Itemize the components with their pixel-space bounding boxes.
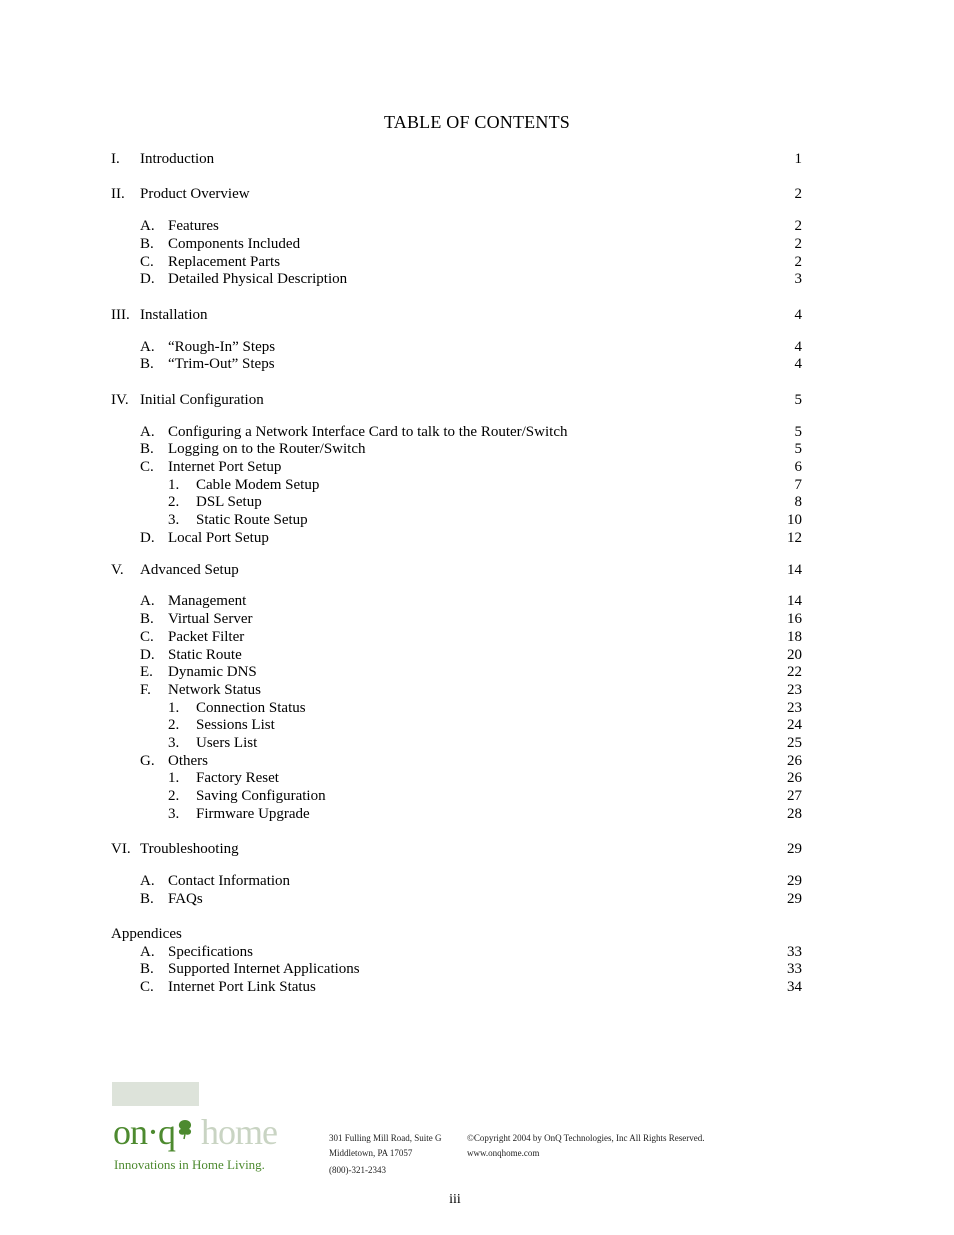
toc-entry-number: B. bbox=[140, 236, 154, 252]
toc-entry[interactable] bbox=[0, 270, 954, 288]
toc-entry[interactable] bbox=[0, 646, 954, 664]
toc-entry-label: Internet Port Setup bbox=[168, 459, 282, 475]
page-title: TABLE OF CONTENTS bbox=[384, 112, 570, 132]
toc-entry[interactable] bbox=[0, 338, 954, 356]
toc-entry-page: 8 bbox=[794, 494, 802, 510]
toc-entry-number: 3. bbox=[168, 806, 180, 822]
toc-entry[interactable] bbox=[0, 150, 954, 168]
toc-entry-label: DSL Setup bbox=[196, 494, 262, 510]
toc-entry-number: 1. bbox=[168, 700, 180, 716]
toc-entry[interactable] bbox=[0, 925, 954, 943]
toc-entry-label: Advanced Setup bbox=[140, 562, 239, 578]
toc-entry-page: 24 bbox=[787, 717, 802, 733]
page-number: iii bbox=[449, 1192, 461, 1207]
toc-entry[interactable] bbox=[0, 628, 954, 646]
toc-entry-number: D. bbox=[140, 530, 155, 546]
toc-entry-label: Specifications bbox=[168, 944, 253, 960]
toc-entry-label: Introduction bbox=[140, 151, 215, 167]
website-link[interactable]: www.onqhome.com bbox=[467, 1148, 540, 1158]
toc-entry-label: Product Overview bbox=[140, 186, 250, 202]
toc-entry-page: 29 bbox=[787, 841, 802, 857]
toc-entry-label: Packet Filter bbox=[168, 629, 245, 645]
toc-entry-number: A. bbox=[140, 218, 155, 234]
toc-entry-number: V. bbox=[111, 562, 124, 578]
toc-entry-number: B. bbox=[140, 611, 154, 627]
toc-entry-number: C. bbox=[140, 459, 154, 475]
toc-entry-label: Logging on to the Router/Switch bbox=[168, 441, 366, 457]
toc-entry-label: Local Port Setup bbox=[168, 530, 269, 546]
toc-entry-number: IV. bbox=[111, 392, 129, 408]
toc-entry[interactable] bbox=[0, 493, 954, 511]
toc-entry-label: Factory Reset bbox=[196, 770, 279, 786]
toc-entry[interactable] bbox=[0, 217, 954, 235]
toc-entry-page: 2 bbox=[794, 236, 802, 252]
toc-entry[interactable] bbox=[0, 235, 954, 253]
toc-entry-number: C. bbox=[140, 254, 154, 270]
toc-entry-page: 27 bbox=[787, 788, 802, 804]
toc-entry-label: FAQs bbox=[168, 891, 203, 907]
toc-entry-number: C. bbox=[140, 979, 154, 995]
toc-entry-number: A. bbox=[140, 944, 155, 960]
toc-entry[interactable] bbox=[0, 458, 954, 476]
toc-entry-number: 1. bbox=[168, 477, 180, 493]
toc-entry[interactable] bbox=[0, 511, 954, 529]
toc-entry-page: 14 bbox=[787, 562, 802, 578]
toc-entry[interactable] bbox=[0, 355, 954, 373]
toc-entry-number: D. bbox=[140, 647, 155, 663]
toc-entry-number: B. bbox=[140, 961, 154, 977]
toc-entry-label: Connection Status bbox=[196, 700, 306, 716]
toc-entry[interactable] bbox=[0, 960, 954, 978]
toc-entry-page: 6 bbox=[794, 459, 802, 475]
toc-entry-label: Static Route bbox=[168, 647, 242, 663]
toc-entry[interactable] bbox=[0, 840, 954, 858]
toc-entry-page: 4 bbox=[794, 356, 802, 372]
toc-entry-label: Detailed Physical Description bbox=[168, 271, 348, 287]
toc-entry-label: Supported Internet Applications bbox=[168, 961, 360, 977]
toc-entry[interactable] bbox=[0, 391, 954, 409]
toc-entry-number: A. bbox=[140, 593, 155, 609]
toc-entry-page: 14 bbox=[787, 593, 802, 609]
toc-entry[interactable] bbox=[0, 681, 954, 699]
toc-entry[interactable] bbox=[0, 787, 954, 805]
toc-entry-number: B. bbox=[140, 891, 154, 907]
toc-entry-number: II. bbox=[111, 186, 125, 202]
toc-entry-page: 22 bbox=[787, 664, 802, 680]
onq-home-logo bbox=[113, 1112, 277, 1152]
toc-entry-page: 3 bbox=[794, 271, 802, 287]
toc-entry-label: Appendices bbox=[111, 926, 182, 942]
toc-entry-page: 5 bbox=[794, 441, 802, 457]
toc-entry[interactable] bbox=[0, 423, 954, 441]
logo-accent-bar bbox=[112, 1082, 199, 1106]
toc-entry-number: 3. bbox=[168, 512, 180, 528]
toc-entry-number: F. bbox=[140, 682, 151, 698]
logo-onq-text: on·q bbox=[113, 1112, 175, 1152]
toc-entry-label: Configuring a Network Interface Card to talk to the Router/Switch bbox=[168, 424, 568, 440]
toc-entry-page: 2 bbox=[794, 218, 802, 234]
toc-entry[interactable] bbox=[0, 306, 954, 324]
toc-entry[interactable] bbox=[0, 440, 954, 458]
toc-entry[interactable] bbox=[0, 610, 954, 628]
toc-entry-label: Dynamic DNS bbox=[168, 664, 257, 680]
toc-entry-page: 33 bbox=[787, 961, 802, 977]
toc-entry-number: C. bbox=[140, 629, 154, 645]
toc-entry-page: 34 bbox=[787, 979, 802, 995]
toc-entry-page: 2 bbox=[794, 186, 802, 202]
toc-entry-number: I. bbox=[111, 151, 120, 167]
toc-entry[interactable] bbox=[0, 699, 954, 717]
toc-entry[interactable] bbox=[0, 769, 954, 787]
toc-entry-label: Components Included bbox=[168, 236, 301, 252]
toc-entry-number: B. bbox=[140, 356, 154, 372]
toc-entry-number: 2. bbox=[168, 788, 180, 804]
toc-entry-page: 18 bbox=[787, 629, 802, 645]
toc-entry-number: 2. bbox=[168, 717, 180, 733]
toc-entry-label: Contact Information bbox=[168, 873, 291, 889]
toc-entry-number: 1. bbox=[168, 770, 180, 786]
toc-entry-number: E. bbox=[140, 664, 153, 680]
toc-entry-label: Management bbox=[168, 593, 247, 609]
toc-entry[interactable] bbox=[0, 663, 954, 681]
toc-entry[interactable] bbox=[0, 561, 954, 579]
toc-entry[interactable] bbox=[0, 734, 954, 752]
toc-entry-label: Static Route Setup bbox=[196, 512, 308, 528]
toc-entry[interactable] bbox=[0, 943, 954, 961]
toc-entry-page: 20 bbox=[787, 647, 802, 663]
toc-entry-page: 29 bbox=[787, 891, 802, 907]
toc-entry-page: 10 bbox=[787, 512, 802, 528]
toc-entry-number: III. bbox=[111, 307, 130, 323]
toc-entry[interactable] bbox=[0, 253, 954, 271]
toc-entry[interactable] bbox=[0, 978, 954, 996]
toc-entry-page: 33 bbox=[787, 944, 802, 960]
toc-entry[interactable] bbox=[0, 872, 954, 890]
toc-entry-page: 12 bbox=[787, 530, 802, 546]
toc-entry-label: Installation bbox=[140, 307, 208, 323]
toc-entry-label: Users List bbox=[196, 735, 258, 751]
toc-entry-label: Virtual Server bbox=[168, 611, 253, 627]
toc-entry[interactable] bbox=[0, 752, 954, 770]
toc-entry-number: A. bbox=[140, 339, 155, 355]
toc-entry-page: 25 bbox=[787, 735, 802, 751]
toc-entry-number: A. bbox=[140, 873, 155, 889]
toc-entry-label: Sessions List bbox=[196, 717, 275, 733]
toc-entry-page: 29 bbox=[787, 873, 802, 889]
toc-entry-number: VI. bbox=[111, 841, 131, 857]
toc-entry-page: 4 bbox=[794, 307, 802, 323]
toc-entry-page: 5 bbox=[794, 424, 802, 440]
toc-entry-page: 26 bbox=[787, 753, 802, 769]
copyright-notice: ©Copyright 2004 by OnQ Technologies, Inc All Rights Reserved. bbox=[467, 1133, 705, 1143]
toc-entry-number: D. bbox=[140, 271, 155, 287]
toc-entry-page: 26 bbox=[787, 770, 802, 786]
toc-entry[interactable] bbox=[0, 529, 954, 547]
toc-entry[interactable] bbox=[0, 716, 954, 734]
toc-entry-label: Firmware Upgrade bbox=[196, 806, 310, 822]
toc-entry-label: Features bbox=[168, 218, 219, 234]
toc-entry-label: Replacement Parts bbox=[168, 254, 281, 270]
logo-home-text: home bbox=[201, 1112, 277, 1152]
toc-entry-page: 2 bbox=[794, 254, 802, 270]
toc-entry-page: 5 bbox=[794, 392, 802, 408]
toc-entry-label: Saving Configuration bbox=[196, 788, 326, 804]
toc-entry[interactable] bbox=[0, 805, 954, 823]
toc-entry-page: 23 bbox=[787, 700, 802, 716]
leaf-icon bbox=[175, 1108, 195, 1148]
toc-entry-label: Internet Port Link Status bbox=[168, 979, 316, 995]
toc-entry-page: 16 bbox=[787, 611, 802, 627]
phone-number: (800)-321-2343 bbox=[329, 1165, 386, 1175]
toc-entry-label: Cable Modem Setup bbox=[196, 477, 320, 493]
toc-entry-page: 7 bbox=[794, 477, 802, 493]
toc-entry-label: “Trim-Out” Steps bbox=[168, 356, 275, 372]
toc-entry-page: 28 bbox=[787, 806, 802, 822]
toc-entry[interactable] bbox=[0, 476, 954, 494]
toc-entry-number: A. bbox=[140, 424, 155, 440]
address-line: Middletown, PA 17057 bbox=[329, 1148, 413, 1158]
toc-entry-label: “Rough-In” Steps bbox=[168, 339, 276, 355]
toc-entry[interactable] bbox=[0, 592, 954, 610]
toc-entry[interactable] bbox=[0, 185, 954, 203]
toc-entry-label: Others bbox=[168, 753, 208, 769]
toc-entry-number: 2. bbox=[168, 494, 180, 510]
toc-entry-page: 1 bbox=[794, 151, 802, 167]
toc-entry-page: 4 bbox=[794, 339, 802, 355]
toc-entry-number: G. bbox=[140, 753, 155, 769]
toc-entry[interactable] bbox=[0, 890, 954, 908]
toc-entry-label: Troubleshooting bbox=[140, 841, 239, 857]
tagline: Innovations in Home Living. bbox=[114, 1157, 265, 1172]
address-line: 301 Fulling Mill Road, Suite G bbox=[329, 1133, 442, 1143]
toc-entry-number: 3. bbox=[168, 735, 180, 751]
toc-entry-number: B. bbox=[140, 441, 154, 457]
toc-entry-page: 23 bbox=[787, 682, 802, 698]
toc-entry-label: Initial Configuration bbox=[140, 392, 264, 408]
toc-entry-label: Network Status bbox=[168, 682, 261, 698]
